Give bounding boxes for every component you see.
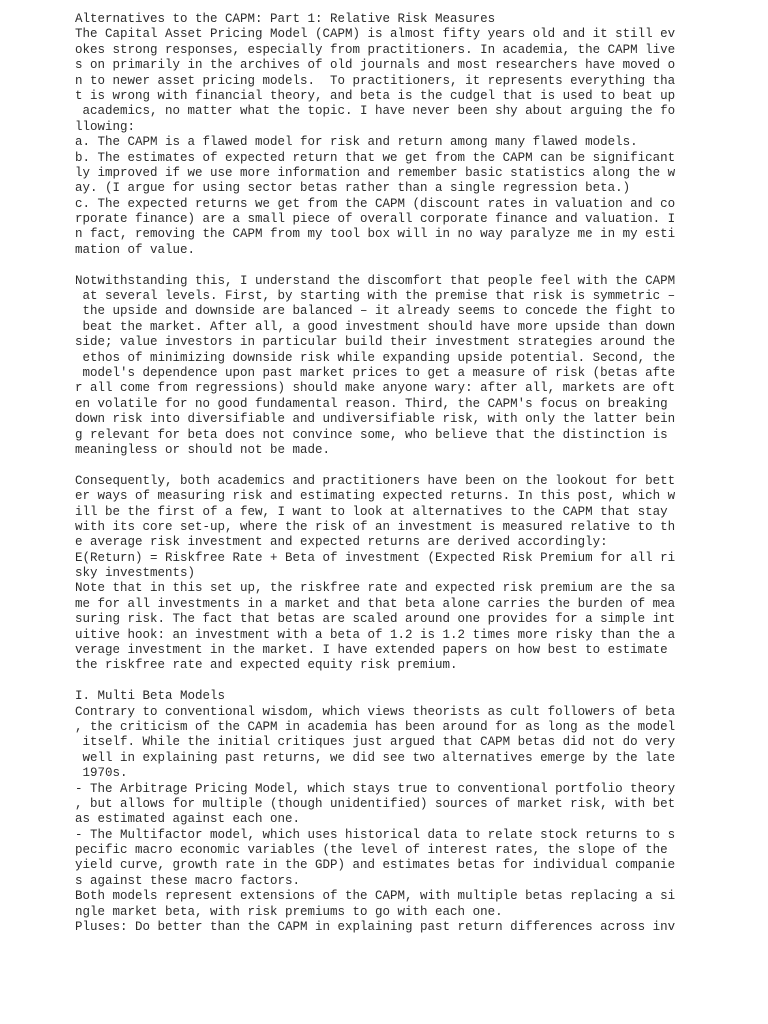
text-line: c. The expected returns we get from the CAPM (discount rates in valuation and co bbox=[75, 196, 676, 211]
text-line: - The Arbitrage Pricing Model, which stays true to conventional portfolio theory bbox=[75, 781, 676, 796]
text-line: Note that in this set up, the riskfree rate and expected risk premium are the sa bbox=[75, 581, 676, 596]
text-line: , but allows for multiple (though unidentified) sources of market risk, with bet bbox=[75, 796, 676, 811]
text-line: at several levels. First, by starting with the premise that risk is symmetric – bbox=[75, 289, 676, 304]
text-line: Both models represent extensions of the CAPM, with multiple betas replacing a si bbox=[75, 889, 676, 904]
text-line: with its core set-up, where the risk of an investment is measured relative to th bbox=[75, 519, 676, 534]
blank-line bbox=[75, 458, 695, 473]
text-line: ill be the first of a few, I want to look at alternatives to the CAPM that stay bbox=[75, 504, 668, 519]
text-line: I. Multi Beta Models bbox=[75, 689, 226, 704]
document-title: Alternatives to the CAPM: Part 1: Relative Risk Measures bbox=[75, 12, 496, 26]
text-line: me for all investments in a market and that beta alone carries the burden of mea bbox=[75, 596, 676, 611]
text-line: yield curve, growth rate in the GDP) and estimates betas for individual companie bbox=[75, 858, 676, 873]
text-line: the upside and downside are balanced – it already seems to concede the fight to bbox=[75, 304, 676, 319]
text-line: The Capital Asset Pricing Model (CAPM) is almost fifty years old and it still ev bbox=[75, 27, 676, 42]
text-line: Consequently, both academics and practitioners have been on the lookout for bett bbox=[75, 473, 676, 488]
blank-line bbox=[75, 674, 695, 689]
text-line: a. The CAPM is a flawed model for risk and return among many flawed models. bbox=[75, 135, 638, 150]
text-line: as estimated against each one. bbox=[75, 812, 301, 827]
text-line: Notwithstanding this, I understand the discomfort that people feel with the CAPM bbox=[75, 273, 676, 288]
text-line: ly improved if we use more information and remember basic statistics along the w bbox=[75, 165, 676, 180]
text-line: e average risk investment and expected returns are derived accordingly: bbox=[75, 535, 608, 550]
text-line: 1970s. bbox=[75, 766, 128, 781]
text-line: b. The estimates of expected return that we get from the CAPM can be significant bbox=[75, 150, 676, 165]
text-line: pecific macro economic variables (the level of interest rates, the slope of the bbox=[75, 843, 668, 858]
text-line: , the criticism of the CAPM in academia has been around for as long as the model bbox=[75, 719, 676, 734]
text-line: Contrary to conventional wisdom, which views theorists as cult followers of beta bbox=[75, 704, 676, 719]
text-line: model's dependence upon past market prices to get a measure of risk (betas afte bbox=[75, 365, 676, 380]
text-line: n to newer asset pricing models. To practitioners, it represents everything tha bbox=[75, 73, 676, 88]
text-line: sky investments) bbox=[75, 566, 196, 581]
text-line: side; value investors in particular build their investment strategies around the bbox=[75, 335, 676, 350]
text-line: s against these macro factors. bbox=[75, 873, 301, 888]
text-line: llowing: bbox=[75, 119, 136, 134]
text-line: beat the market. After all, a good investment should have more upside than down bbox=[75, 319, 676, 334]
text-line: meaningless or should not be made. bbox=[75, 442, 331, 457]
text-line: itself. While the initial critiques just argued that CAPM betas did not do very bbox=[75, 735, 676, 750]
text-line: er ways of measuring risk and estimating expected returns. In this post, which w bbox=[75, 489, 676, 504]
text-line: en volatile for no good fundamental reason. Third, the CAPM's focus on breaking bbox=[75, 396, 668, 411]
text-line: down risk into diversifiable and undiversifiable risk, with only the latter bein bbox=[75, 412, 676, 427]
blank-line bbox=[75, 258, 695, 273]
text-line: suring risk. The fact that betas are scaled around one provides for a simple int bbox=[75, 612, 676, 627]
text-line: verage investment in the market. I have extended papers on how best to estimate bbox=[75, 643, 668, 658]
text-line: E(Return) = Riskfree Rate + Beta of investment (Expected Risk Premium for all ri bbox=[75, 550, 676, 565]
text-line: ethos of minimizing downside risk while expanding upside potential. Second, the bbox=[75, 350, 676, 365]
text-line: - The Multifactor model, which uses historical data to relate stock returns to s bbox=[75, 827, 676, 842]
text-line: Pluses: Do better than the CAPM in explaining past return differences across inv bbox=[75, 920, 676, 935]
text-line: academics, no matter what the topic. I have never been shy about arguing the fo bbox=[75, 104, 676, 119]
text-line: r all come from regressions) should make anyone wary: after all, markets are oft bbox=[75, 381, 676, 396]
text-line: ngle market beta, with risk premiums to go with each one. bbox=[75, 904, 503, 919]
text-line: n fact, removing the CAPM from my tool box will in no way paralyze me in my esti bbox=[75, 227, 676, 242]
text-line: rporate finance) are a small piece of overall corporate finance and valuation. I bbox=[75, 212, 676, 227]
text-line: t is wrong with financial theory, and beta is the cudgel that is used to beat up bbox=[75, 88, 676, 103]
text-line: uitive hook: an investment with a beta of 1.2 is 1.2 times more risky than the a bbox=[75, 627, 676, 642]
text-line: mation of value. bbox=[75, 242, 196, 257]
text-line: well in explaining past returns, we did see two alternatives emerge by the late bbox=[75, 750, 676, 765]
text-line: g relevant for beta does not convince some, who believe that the distinction is bbox=[75, 427, 668, 442]
text-line: s on primarily in the archives of old journals and most researchers have moved o bbox=[75, 58, 676, 73]
document-body bbox=[75, 12, 695, 935]
text-line: okes strong responses, especially from practitioners. In academia, the CAPM live bbox=[75, 42, 676, 57]
text-line: the riskfree rate and expected equity risk premium. bbox=[75, 658, 458, 673]
text-line: ay. (I argue for using sector betas rather than a single regression beta.) bbox=[75, 181, 631, 196]
